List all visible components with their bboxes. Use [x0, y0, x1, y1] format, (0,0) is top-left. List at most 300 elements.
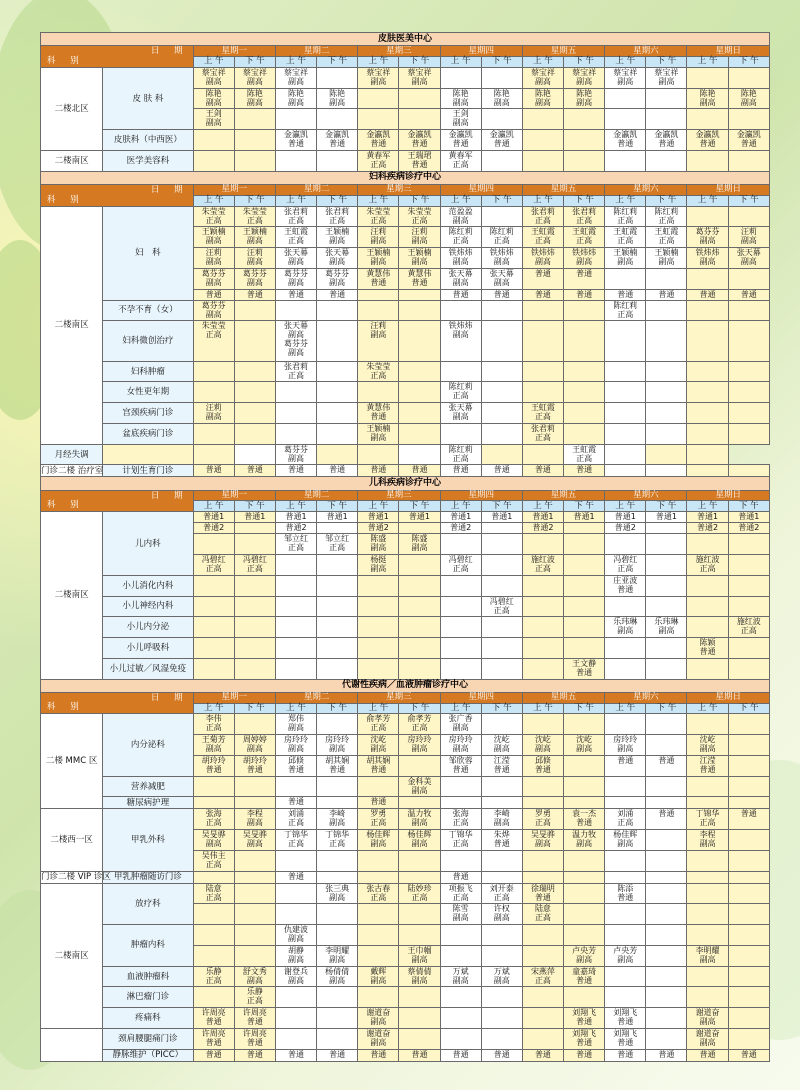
header-corner: [41, 46, 194, 68]
doctor-name: 金科美: [407, 776, 432, 786]
schedule-cell: [317, 830, 358, 851]
doctor-title: 正高: [370, 818, 387, 828]
doctor-title: 副高: [370, 432, 387, 442]
doctor-name: 吴伟主: [201, 850, 226, 860]
schedule-cell: [317, 300, 358, 321]
day-label: 星期四: [468, 184, 494, 195]
doctor-name: 铁炜炜: [530, 248, 555, 258]
doctor-entry: [235, 512, 275, 521]
schedule-cell: [234, 809, 275, 830]
schedule-cell: [275, 465, 316, 477]
dept-cell: [103, 1028, 193, 1049]
day-label: 星期六: [633, 490, 659, 501]
doctor-name: 刘翔飞: [613, 1028, 638, 1038]
schedule-cell: [275, 809, 316, 830]
schedule-cell: [728, 755, 769, 776]
dept-cell: [103, 361, 193, 382]
doctor-name: 普通: [205, 1049, 222, 1059]
doctor-title: 副高: [699, 236, 716, 246]
schedule-cell: [728, 658, 769, 679]
schedule-cell: [646, 1008, 687, 1029]
doctor-entry: [482, 248, 522, 266]
schedule-row: [41, 67, 770, 88]
day-label: 星期一: [221, 692, 248, 703]
doctor-name: 铁炜炜: [448, 321, 473, 331]
schedule-cell: [399, 444, 440, 465]
schedule-cell: [399, 966, 440, 987]
doctor-entry: [317, 248, 357, 266]
doctor-entry: [605, 130, 645, 148]
doctor-name: 普通: [534, 465, 551, 475]
am-header: [687, 57, 728, 68]
schedule-cell: [193, 403, 234, 424]
schedule-cell: [193, 809, 234, 830]
schedule-cell: [481, 904, 522, 925]
doctor-name: 童嘉琦: [572, 966, 597, 976]
dept-label: 月经失调: [54, 449, 89, 460]
schedule-cell: [646, 130, 687, 151]
doctor-name: 乐玮琳: [613, 617, 638, 627]
doctor-name: 陈红莉: [613, 206, 638, 216]
schedule-row: [41, 1049, 770, 1061]
pm-label: 下 午: [574, 500, 594, 511]
schedule-cell: [234, 966, 275, 987]
schedule-cell: [564, 925, 605, 946]
doctor-name: 金瀛凯: [407, 130, 432, 140]
pm-label: 下 午: [244, 702, 265, 713]
schedule-cell: [275, 904, 316, 925]
schedule-cell: [317, 465, 358, 477]
doctor-title: 副高: [370, 76, 387, 86]
pm-label: 下 午: [491, 702, 512, 713]
schedule-cell: [358, 248, 399, 269]
am-header: [275, 501, 316, 512]
schedule-cell: [440, 382, 481, 403]
doctor-entry: [605, 207, 645, 225]
doctor-name: 范盈盈: [448, 206, 473, 216]
day-label: 星期六: [633, 184, 659, 195]
am-label: 上 午: [697, 500, 718, 511]
doctor-name: 谢道奋: [695, 1008, 720, 1018]
dept-label: 小儿消化内科: [122, 580, 174, 591]
schedule-row: [41, 638, 770, 659]
dept-label: 科 别: [47, 55, 85, 66]
schedule-cell: [193, 1049, 234, 1061]
doctor-entry: [194, 89, 234, 107]
doctor-name: 杨挺: [370, 555, 387, 564]
doctor-entry: [564, 248, 604, 266]
schedule-cell: [440, 776, 481, 797]
doctor-entry: [276, 130, 316, 148]
dept-label: 小儿内分泌: [126, 622, 170, 633]
schedule-cell: [728, 465, 769, 477]
pm-header: [399, 57, 440, 68]
dept-cell: [103, 150, 193, 171]
doctor-name: 邹立红: [325, 534, 350, 544]
schedule-cell: [317, 382, 358, 403]
doctor-name: 汪莉: [205, 403, 222, 413]
schedule-cell: [522, 904, 563, 925]
doctor-entry: [399, 946, 439, 964]
doctor-entry: [605, 512, 645, 521]
schedule-cell: [440, 1028, 481, 1049]
am-header: [193, 57, 234, 68]
doctor-entry: [358, 321, 398, 339]
schedule-cell: [481, 1028, 522, 1049]
schedule-cell: [275, 248, 316, 269]
doctor-name: 普通: [658, 809, 675, 819]
doctor-entry: [399, 227, 439, 245]
doctor-entry: [523, 756, 563, 774]
doctor-name: 普通1: [408, 512, 431, 522]
schedule-row: [41, 130, 770, 151]
doctor-name: 金瀛凯: [736, 130, 761, 140]
header-corner: [41, 692, 194, 714]
schedule-cell: [564, 735, 605, 756]
schedule-cell: [481, 423, 522, 444]
day-header: [522, 46, 604, 57]
schedule-cell: [564, 361, 605, 382]
day-header: [193, 490, 275, 501]
doctor-name: 朱莹莹: [366, 206, 391, 216]
schedule-cell: [317, 248, 358, 269]
doctor-entry: [399, 512, 439, 521]
doctor-name: 蔡宝祥: [613, 67, 638, 77]
doctor-entry: [194, 1050, 234, 1059]
doctor-entry: [441, 1050, 481, 1059]
doctor-title: 正高: [246, 996, 263, 1006]
schedule-cell: [317, 109, 358, 130]
schedule-cell: [358, 403, 399, 424]
doctor-title: 副高: [205, 744, 222, 754]
schedule-cell: [193, 465, 234, 477]
doctor-name: 郑伟: [288, 714, 304, 724]
doctor-name: 普通1: [326, 512, 348, 522]
schedule-cell: [646, 444, 687, 465]
schedule-cell: [317, 289, 358, 300]
doctor-title: 副高: [740, 236, 757, 246]
doctor-entry: [276, 445, 316, 463]
am-label: 上 午: [615, 702, 636, 713]
doctor-entry: [564, 830, 604, 848]
schedule-cell: [564, 871, 605, 883]
doctor-entry: [523, 735, 563, 753]
dept-cell: [103, 966, 193, 987]
schedule-cell: [358, 512, 399, 523]
day-label: 星期三: [386, 184, 412, 195]
schedule-cell: [358, 658, 399, 679]
area-cell: [41, 512, 103, 679]
schedule-cell: [440, 512, 481, 523]
schedule-cell: [275, 830, 316, 851]
schedule-cell: [193, 423, 234, 444]
doctor-name: 普通: [205, 465, 222, 475]
doctor-entry: [194, 555, 234, 573]
dept-cell: [103, 575, 193, 596]
doctor-title: 普通: [534, 764, 551, 774]
schedule-row: [41, 776, 770, 797]
doctor-entry: [358, 714, 398, 732]
doctor-name: 杨佳辉: [613, 830, 638, 840]
schedule-cell: [399, 755, 440, 776]
doctor-title: 副高: [246, 839, 263, 849]
doctor-title: 普通: [452, 764, 469, 774]
day-header: [605, 184, 687, 195]
doctor-name: 刘翔飞: [572, 1028, 597, 1038]
pm-header: [564, 195, 605, 206]
schedule-cell: [687, 575, 728, 596]
schedule-cell: [728, 150, 769, 171]
schedule-cell: [358, 321, 399, 361]
section-title-row: [41, 33, 770, 46]
doctor-entry: [235, 227, 275, 245]
doctor-entry: [605, 884, 645, 902]
doctor-entry: [687, 512, 727, 521]
schedule-cell: [522, 830, 563, 851]
schedule-cell: [605, 871, 646, 883]
doctor-entry: [564, 207, 604, 225]
doctor-title: 副高: [246, 236, 263, 246]
doctor-entry: [523, 830, 563, 848]
schedule-cell: [728, 925, 769, 946]
doctor-entry: [358, 207, 398, 225]
doctor-title: 普通: [246, 764, 263, 774]
area-label: 二楼 MMC 区: [45, 756, 98, 767]
schedule-cell: [481, 638, 522, 659]
pm-header: [234, 703, 275, 714]
doctor-name: 普通: [534, 1049, 551, 1059]
schedule-cell: [399, 809, 440, 830]
schedule-cell: [234, 850, 275, 871]
doctor-title: 副高: [288, 453, 304, 463]
schedule-cell: [275, 1008, 316, 1029]
schedule-cell: [358, 289, 399, 300]
dept-cell: [103, 776, 193, 797]
doctor-title: 正高: [617, 309, 634, 319]
schedule-cell: [728, 575, 769, 596]
schedule-cell: [275, 523, 316, 534]
schedule-cell: [275, 321, 316, 361]
doctor-title: 正高: [246, 215, 263, 225]
doctor-name: 冯碧红: [489, 596, 514, 606]
schedule-cell: [193, 755, 234, 776]
schedule-cell: [440, 755, 481, 776]
doctor-name: 黄慧伟: [407, 268, 432, 278]
doctor-title: 副高: [411, 785, 428, 795]
schedule-cell: [193, 289, 234, 300]
schedule-cell: [234, 289, 275, 300]
schedule-cell: [646, 883, 687, 904]
doctor-entry: [399, 130, 439, 148]
doctor-name: 普通1: [655, 512, 677, 522]
doctor-title: 副高: [246, 277, 263, 287]
schedule-cell: [646, 1049, 687, 1061]
schedule-cell: [440, 809, 481, 830]
doctor-name: 陈艳: [740, 88, 757, 98]
schedule-cell: [481, 987, 522, 1008]
clinic-schedule-table: [40, 32, 770, 1062]
doctor-name: 陈盛: [411, 534, 428, 544]
doctor-entry: [194, 290, 234, 299]
schedule-cell: [605, 596, 646, 617]
doctor-name: 王颖楠: [366, 423, 391, 433]
doctor-title: 副高: [288, 744, 304, 754]
schedule-cell: [317, 423, 358, 444]
section-title-row: [41, 171, 770, 184]
doctor-name: 李程: [246, 809, 263, 819]
schedule-cell: [522, 444, 563, 465]
schedule-cell: [481, 444, 522, 465]
day-header: [522, 490, 604, 501]
doctor-name: 金瀛凯: [284, 130, 308, 140]
doctor-title: 副高: [288, 975, 304, 985]
schedule-cell: [193, 512, 234, 523]
schedule-cell: [317, 1028, 358, 1049]
doctor-name: 葛芬芬: [325, 268, 350, 278]
schedule-cell: [275, 67, 316, 88]
day-label: 星期五: [550, 184, 577, 195]
schedule-cell: [646, 88, 687, 109]
doctor-title: 副高: [329, 975, 346, 985]
doctor-entry: [564, 269, 604, 278]
schedule-cell: [358, 850, 399, 871]
schedule-row: [41, 617, 770, 638]
schedule-cell: [646, 361, 687, 382]
doctor-title: 正高: [658, 236, 675, 246]
schedule-cell: [687, 735, 728, 756]
schedule-cell: [646, 534, 687, 555]
dept-cell: [103, 871, 193, 883]
doctor-title: 副高: [288, 954, 304, 964]
doctor-name: 黄春军: [448, 150, 473, 160]
doctor-entry: [687, 290, 727, 299]
doctor-name: 金瀛凯: [489, 130, 514, 140]
doctor-title: 普通: [493, 839, 510, 849]
doctor-entry: [399, 465, 439, 474]
doctor-title: 正高: [452, 818, 469, 828]
schedule-cell: [358, 871, 399, 883]
schedule-cell: [193, 735, 234, 756]
schedule-cell: [687, 88, 728, 109]
schedule-cell: [440, 109, 481, 130]
day-header: [522, 692, 604, 703]
schedule-cell: [317, 809, 358, 830]
schedule-cell: [317, 987, 358, 1008]
schedule-cell: [275, 206, 316, 227]
doctor-entry: [564, 68, 604, 86]
am-label: 上 午: [286, 500, 306, 511]
doctor-title: 普通: [370, 139, 387, 149]
doctor-title: 副高: [576, 97, 593, 107]
schedule-cell: [440, 423, 481, 444]
doctor-name: 黄慧伟: [366, 268, 391, 278]
dept-cell: [103, 1049, 193, 1061]
schedule-cell: [687, 966, 728, 987]
schedule-cell: [687, 403, 728, 424]
schedule-cell: [234, 871, 275, 883]
schedule-cell: [728, 248, 769, 269]
doctor-entry: [687, 638, 727, 656]
schedule-cell: [275, 871, 316, 883]
doctor-entry: [276, 925, 316, 943]
schedule-cell: [687, 555, 728, 576]
area-cell: [41, 465, 103, 477]
doctor-name: 张天幕: [448, 403, 473, 413]
pm-header: [399, 501, 440, 512]
schedule-cell: [399, 904, 440, 925]
doctor-entry: [399, 735, 439, 753]
doctor-name: 李明耀: [695, 945, 720, 955]
doctor-title: 副高: [370, 543, 387, 553]
schedule-cell: [399, 714, 440, 735]
schedule-row: [41, 714, 770, 735]
doctor-title: 副高: [699, 1037, 716, 1047]
schedule-cell: [481, 850, 522, 871]
schedule-cell: [275, 88, 316, 109]
doctor-entry: [276, 523, 316, 532]
schedule-cell: [687, 227, 728, 248]
doctor-title: 副高: [452, 257, 469, 267]
doctor-entry: [358, 424, 398, 442]
doctor-title: 副高: [576, 257, 593, 267]
day-header: [358, 490, 440, 501]
schedule-cell: [728, 206, 769, 227]
doctor-name: 普通: [288, 289, 304, 299]
schedule-cell: [193, 300, 234, 321]
doctor-entry: [235, 89, 275, 107]
schedule-cell: [687, 904, 728, 925]
doctor-entry: [441, 130, 481, 148]
day-header: [440, 490, 522, 501]
schedule-cell: [193, 150, 234, 171]
doctor-title: 副高: [740, 257, 757, 267]
schedule-cell: [522, 658, 563, 679]
doctor-entry: [276, 512, 316, 521]
doctor-name: 铁炜炜: [695, 248, 720, 258]
doctor-title: 副高: [411, 257, 428, 267]
doctor-entry: [358, 756, 398, 774]
schedule-cell: [605, 150, 646, 171]
schedule-cell: [481, 465, 522, 477]
schedule-cell: [687, 268, 728, 289]
schedule-cell: [317, 403, 358, 424]
schedule-cell: [234, 88, 275, 109]
doctor-entry: [605, 830, 645, 848]
schedule-cell: [522, 1049, 563, 1061]
schedule-row: [41, 966, 770, 987]
doctor-name: 王颖楠: [613, 248, 638, 258]
schedule-cell: [193, 638, 234, 659]
schedule-cell: [440, 150, 481, 171]
schedule-cell: [103, 444, 193, 465]
am-label: 上 午: [368, 56, 389, 67]
schedule-cell: [358, 575, 399, 596]
schedule-cell: [317, 714, 358, 735]
doctor-name: 葛芬芬: [242, 268, 267, 278]
doctor-entry: [687, 89, 727, 107]
area-label: 二楼南区: [54, 590, 89, 601]
doctor-entry: [687, 1050, 727, 1059]
doctor-title: 副高: [452, 975, 469, 985]
schedule-cell: [317, 268, 358, 289]
doctor-entry: [441, 269, 481, 287]
schedule-cell: [564, 658, 605, 679]
dept-label: 儿内科: [135, 538, 161, 549]
doctor-entry: [441, 735, 481, 753]
schedule-cell: [399, 1049, 440, 1061]
schedule-cell: [317, 755, 358, 776]
dept-cell: [41, 444, 103, 465]
